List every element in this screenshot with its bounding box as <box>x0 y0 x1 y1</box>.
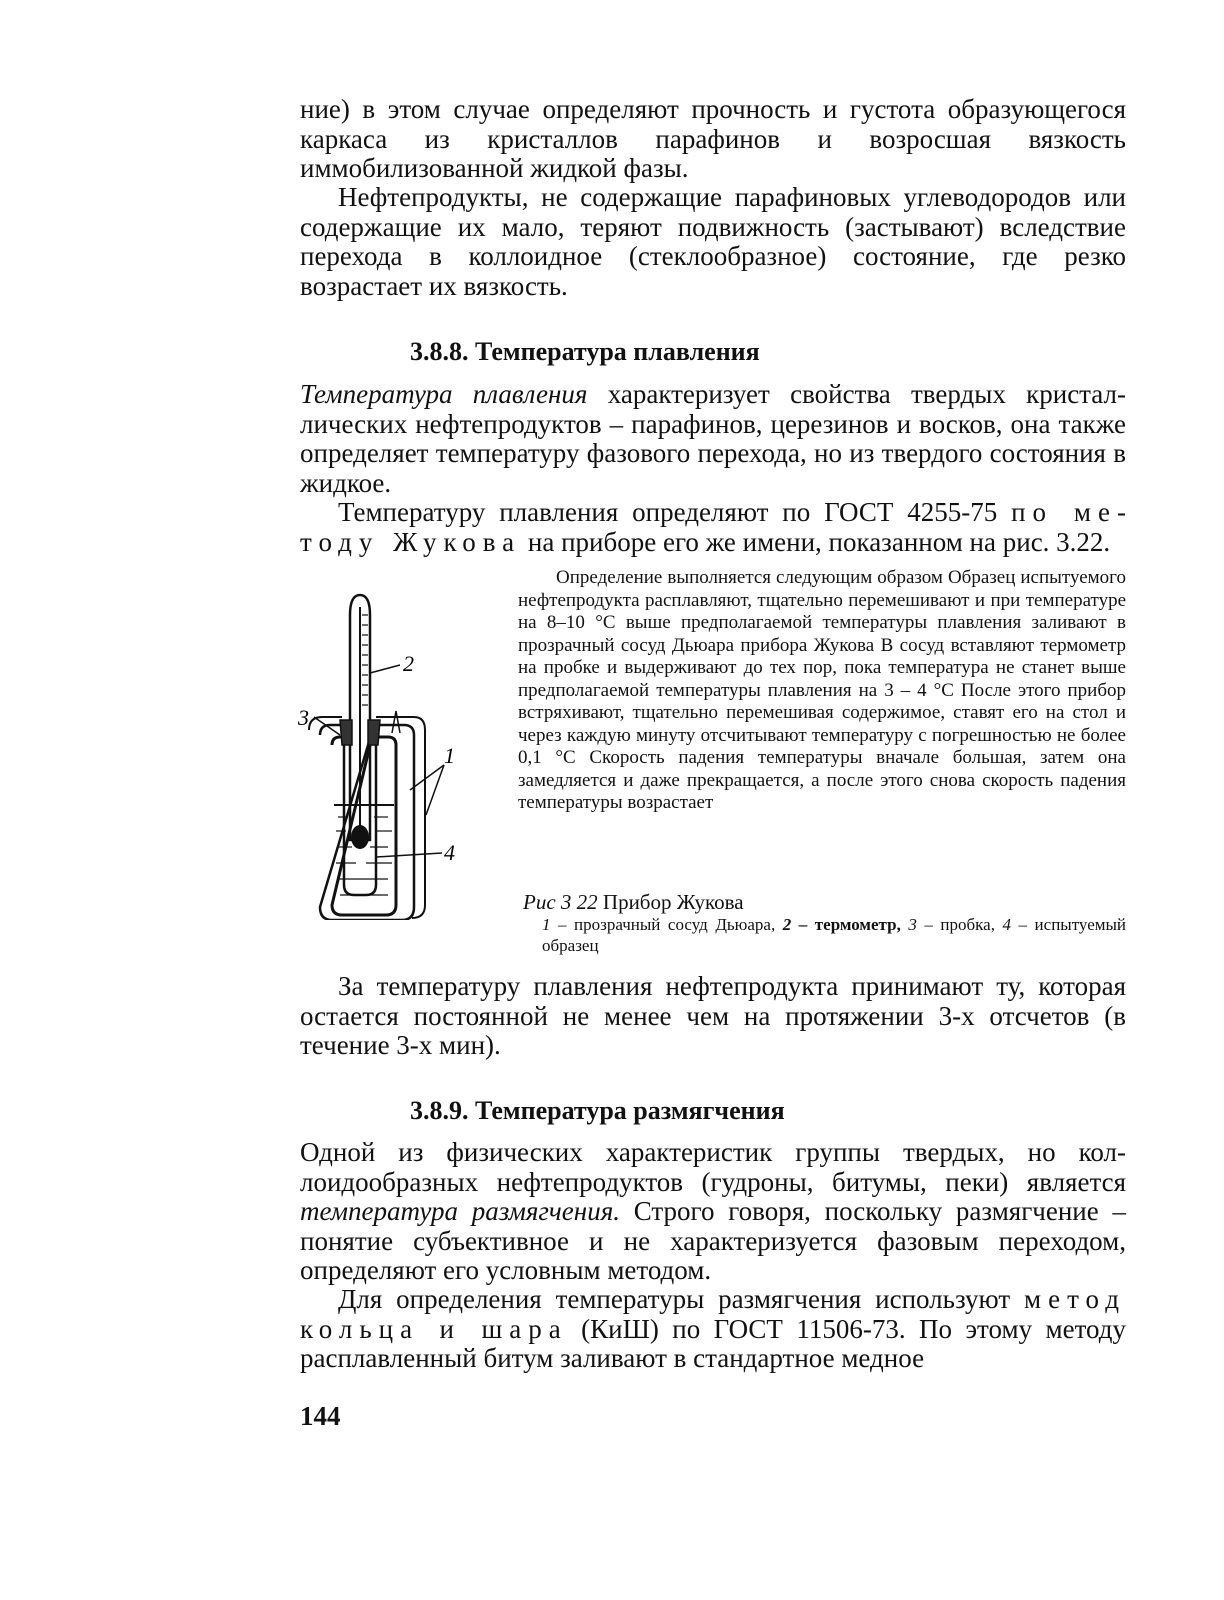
thermometer-scale <box>362 615 368 705</box>
page-number: 144 <box>300 1401 341 1431</box>
figure-caption-label: Рис 3 22 <box>523 890 598 914</box>
section-heading-3-8-8: 3.8.8. Температура плавления <box>410 337 760 366</box>
paragraph-4 <box>300 498 1126 557</box>
procedure-description: Определение выполняется следующим образом Образец испытуемого нефтепродукта расплавляют, тщательно перемешивают и при температуре на 8–10 °С выше предполагаемой температуры плавления заливают в прозрачный сосуд Дьюара прибора Жукова В сосуд вставляют термометр на пробке и выдерживают до тех пор, пока температура не станет выше предполагаемой температуры плавления на 3 – 4 °С После этого прибор встряхивают, тщательно перемешивая содержимое, ставят его на стол и через каждую минуту отсчитывают температуру с погрешностью не более 0,1 °С Скорость падения температуры вначале большая, затем она замедляется и даже прекращается, а после этого снова скорость падения температуры возрастает <box>518 567 1126 813</box>
paragraph-1: ние) в этом случае определяют прочность и густота образующегося каркаса из кристаллов парафинов и возросшая вязкость иммобилизованной жидкой фазы. <box>300 94 1126 183</box>
figure-zhukov-apparatus <box>292 585 482 920</box>
term-softening-point: температура размягчения. <box>300 1196 620 1226</box>
label-3: 3 <box>298 705 309 730</box>
method-name-zhukov: по методу Жукова <box>300 497 1126 557</box>
paragraph-6-text-b: Строго говоря, поскольку размягчение – понятие субъективное и не характеризуется фазовым переходом, определяют его условным методом. <box>300 1196 1126 1285</box>
paragraph-3-text: характеризует свойства твердых кристаллических нефтепродуктов – парафинов, церезинов и восков, она также определяет температуру фазового перехода, но из твердого состояния в жидкое. <box>300 379 1127 498</box>
paragraph-6-text-a: Одной из физических характеристик группы твердых, но коллоидообразных нефтепродуктов (гудроны, битумы, пеки) является <box>300 1137 1126 1197</box>
paragraph-2-text: Нефтепродукты, не содержащие парафиновых углеводородов или содержащие их мало, теряют подвижность (застывают) вследствие перехода в коллоидное (стеклообразное) состояние, где резко возрастает их вязкость. <box>300 182 1126 301</box>
section-heading-3-8-9: 3.8.9. Температура размягчения <box>410 1096 785 1125</box>
term-melting-point: Температура плавления <box>300 379 588 409</box>
paragraph-continuation <box>300 95 1126 184</box>
label-1: 1 <box>444 743 455 768</box>
legend-num-4: 4 <box>1002 915 1011 934</box>
legend-num-2: 2 <box>782 915 792 934</box>
figure-caption-title: Прибор Жукова <box>597 890 744 914</box>
paragraph-7 <box>300 1285 1126 1374</box>
legend-num-3: 3 <box>908 915 917 934</box>
paragraph-7-text-a: Для определения температуры размягчения используют <box>338 1284 1025 1314</box>
zhukov-apparatus-drawing <box>292 585 482 920</box>
paragraph-5 <box>300 972 1126 1061</box>
paragraph-3 <box>300 380 1126 498</box>
label-4: 4 <box>444 840 455 865</box>
label-2: 2 <box>403 651 414 676</box>
paragraph-2 <box>300 183 1126 301</box>
legend-text-2: – термометр, <box>791 915 909 934</box>
legend-text-1: – прозрачный сосуд Дьюара, <box>550 915 783 934</box>
paragraph-6 <box>300 1138 1126 1286</box>
method-name-ring-ball: метод кольца и шара <box>300 1284 1126 1344</box>
figure-caption <box>520 890 1126 956</box>
paragraph-7-text-b: (КиШ) по ГОСТ 11506-73. По этому методу расплавленный битум заливают в стандартное медное <box>300 1313 1126 1373</box>
figure-legend <box>520 914 1126 956</box>
legend-num-1: 1 <box>542 915 551 934</box>
legend-text-4: – испытуемый образец <box>542 915 1127 955</box>
paragraph-4-text-b: на приборе его же имени, показанном на рис. 3.22. <box>521 526 1111 557</box>
paragraph-5-text: За температуру плавления нефтепродукта принимают ту, которая остается постоянной не менее чем на протяжении 3-х отсчетов (в течение 3-х мин). <box>300 971 1126 1060</box>
legend-text-3: – пробка, <box>916 915 1003 934</box>
paragraph-4-text-a: Температуру плавления определяют по ГОСТ 4255-75 <box>338 497 1012 527</box>
